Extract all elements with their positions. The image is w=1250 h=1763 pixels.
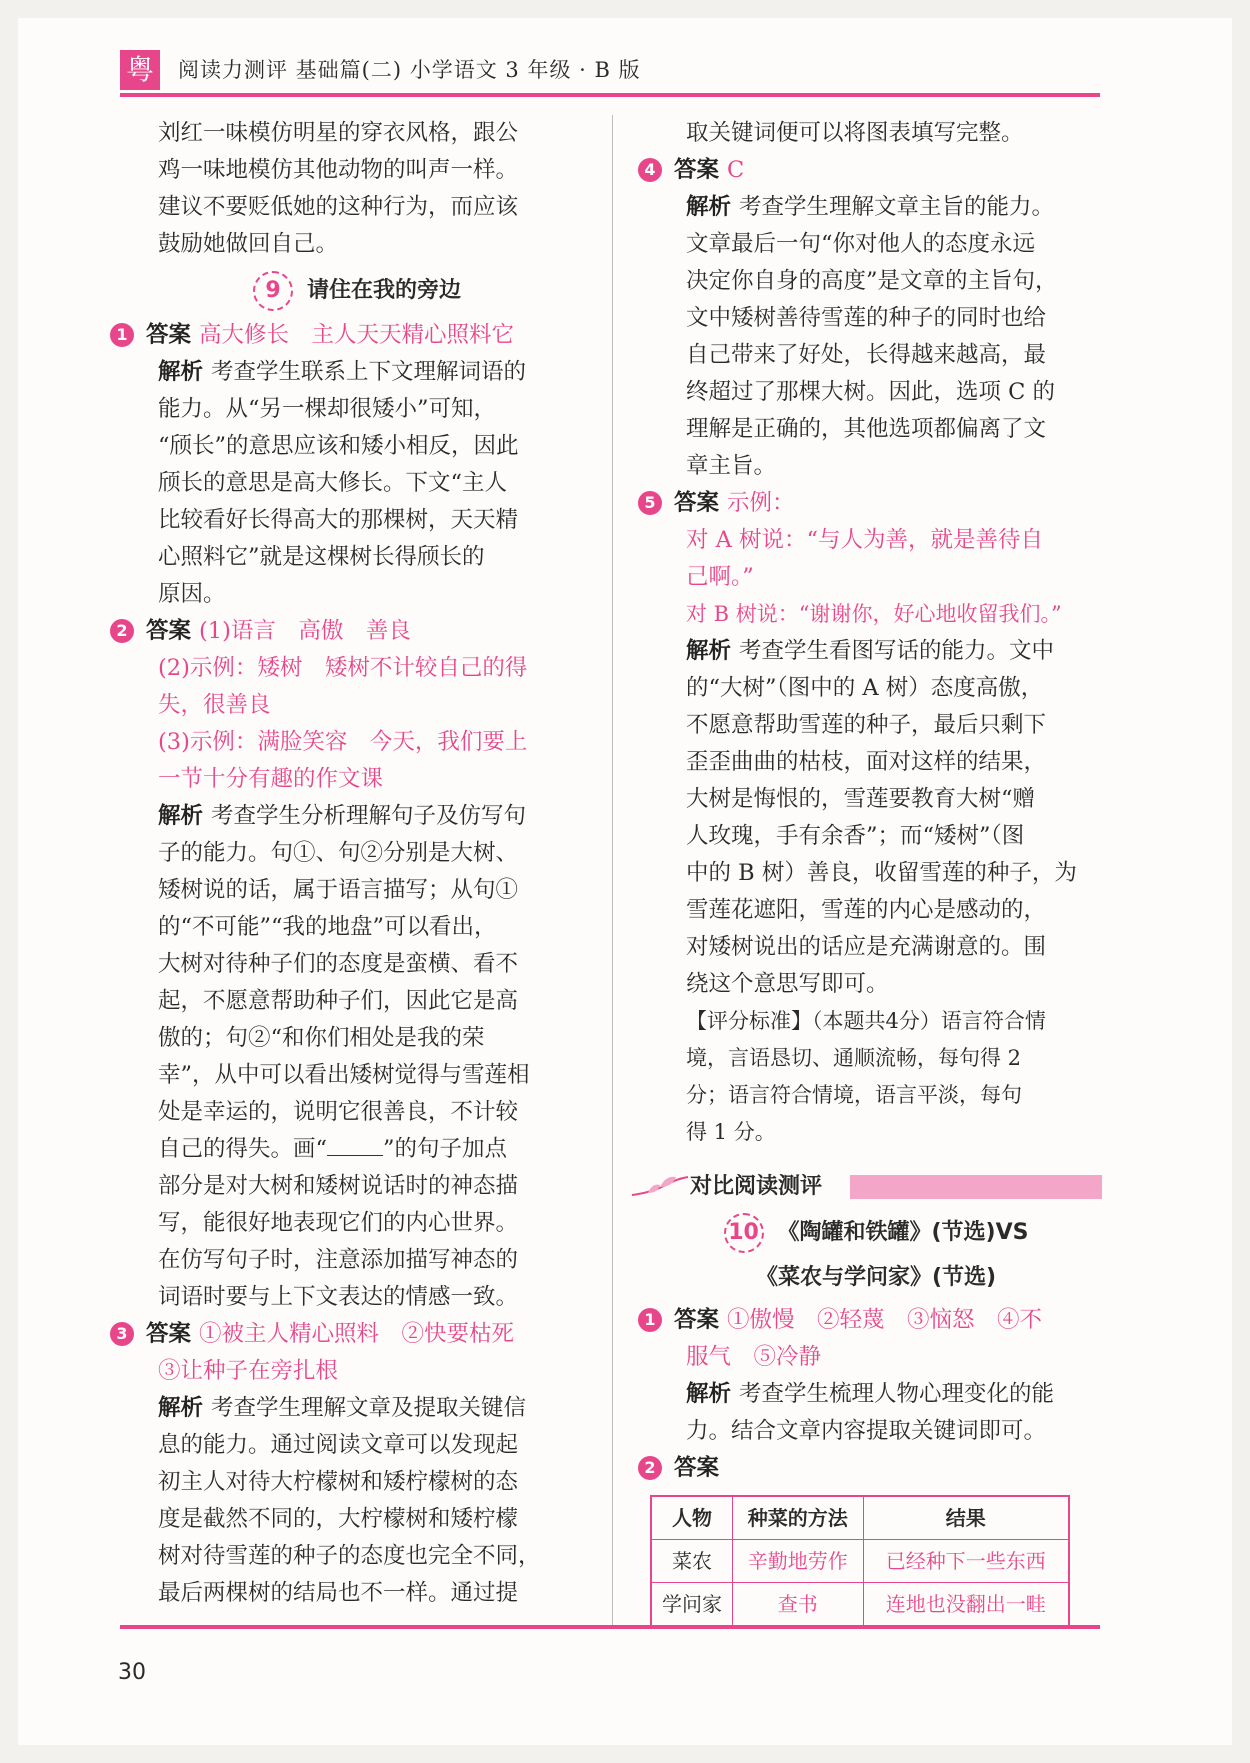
answer-text: 高大修长 主人天天精心照料它 <box>199 322 515 348</box>
answer-text: (2)示例：矮树 矮树不计较自己的得 <box>158 655 528 681</box>
text-line: 原因。 <box>158 581 226 607</box>
text-line: 初主人对待大柠檬树和矮柠檬树的态 <box>158 1469 519 1495</box>
left-column <box>116 115 592 1612</box>
text-line: 章主旨。 <box>686 453 777 479</box>
table-header: 结果 <box>863 1496 1069 1540</box>
page-header <box>120 50 1100 90</box>
section-9-title <box>122 271 592 311</box>
text-line: 文章最后一句“你对他人的态度永远 <box>686 231 1036 257</box>
q5-answer <box>638 485 1102 522</box>
table-cell: 辛勤地劳作 <box>732 1540 863 1583</box>
text-line: 傲的；句②“和你们相处是我的荣 <box>158 1025 485 1051</box>
text-line: 雪莲花遮阳，雪莲的内心是感动的， <box>686 897 1047 923</box>
text-line: 考查学生梳理人物心理变化的能 <box>739 1381 1055 1407</box>
text-line: 树对待雪莲的种子的态度也完全不同， <box>158 1543 541 1569</box>
band-bar <box>850 1175 1102 1199</box>
q2-explanation <box>122 798 592 835</box>
text-line: 取关键词便可以将图表填写完整。 <box>686 120 1024 146</box>
explanation-label: 解析 <box>158 803 204 829</box>
answer-text: 失，很善良 <box>158 692 271 718</box>
text-line: 考查学生联系上下文理解词语的 <box>211 359 527 385</box>
text-fragment: ”的句子加点 <box>383 1136 508 1162</box>
text-line: 自己带来了好处，长得越来越高，最 <box>686 342 1047 368</box>
text-line: 心照料它”就是这棵树长得颀长的 <box>158 544 485 570</box>
section-title-text: 请住在我的旁边 <box>306 278 461 303</box>
text-line: 考查学生理解文章及提取关键信 <box>211 1395 527 1421</box>
text-line: 大树对待种子们的态度是蛮横、看不 <box>158 951 519 977</box>
answer-text: 对 A 树说：“与人为善，就是善待自 <box>686 527 1044 553</box>
text-line: 对矮树说出的话应是充满谢意的。围 <box>686 934 1047 960</box>
column-divider <box>612 115 613 1625</box>
text-line: 中的 B 树）善良，收留雪莲的种子，为 <box>686 860 1077 886</box>
text-line: 矮树说的话，属于语言描写；从句① <box>158 877 519 903</box>
text-line: 人玫瑰，手有余香”；而“矮树”（图 <box>686 823 1025 849</box>
table-cell: 菜农 <box>651 1540 732 1583</box>
table-cell: 连地也没翻出一畦 <box>863 1583 1069 1627</box>
text-line: 歪歪曲曲的枯枝，面对这样的结果， <box>686 749 1047 775</box>
text-line: 子的能力。句①、句②分别是大树、 <box>158 840 519 866</box>
text-line: 不愿意帮助雪莲的种子，最后只剩下 <box>686 712 1047 738</box>
right-column <box>644 115 1102 1627</box>
answer-text: ③让种子在旁扎根 <box>158 1358 339 1384</box>
answer-text: 对 B 树说：“谢谢你，好心地收留我们。” <box>686 602 1062 626</box>
question-number: 1 <box>110 323 134 347</box>
r-q2-answer <box>638 1450 1102 1487</box>
table-cell: 已经种下一些东西 <box>863 1540 1069 1583</box>
text-line: 考查学生看图写话的能力。文中 <box>739 638 1055 664</box>
q4-explanation <box>650 189 1102 226</box>
text-line: 得 1 分。 <box>686 1120 776 1144</box>
text-line: 考查学生理解文章主旨的能力。 <box>739 194 1055 220</box>
text-line: 终超过了那棵大树。因此，选项 C 的 <box>686 379 1056 405</box>
question-number: 4 <box>638 158 662 182</box>
section-10-title <box>650 1213 1102 1253</box>
answer-label: 答案 <box>146 618 192 644</box>
text-line: 理解是正确的，其他选项都偏离了文 <box>686 416 1047 442</box>
text-line: 写，能很好地表现它们的内心世界。 <box>158 1210 519 1236</box>
answer-text: 一节十分有趣的作文课 <box>158 766 384 792</box>
table-row <box>651 1583 1069 1627</box>
answer-label: 答案 <box>674 1307 720 1333</box>
answer-label: 答案 <box>674 490 720 516</box>
q1-answer <box>110 317 592 354</box>
explanation-label: 解析 <box>686 1381 732 1407</box>
explanation-label: 解析 <box>686 194 732 220</box>
text-line: 建议不要贬低她的这种行为，而应该 <box>158 194 519 220</box>
table-header-row <box>651 1496 1069 1540</box>
section-title-text: 《陶罐和铁罐》(节选)VS <box>777 1220 1029 1245</box>
answer-text: ①傲慢 ②轻蔑 ③恼怒 ④不 <box>727 1307 1043 1333</box>
q5-explanation <box>650 633 1102 670</box>
section-number: 9 <box>253 271 293 311</box>
answer-label: 答案 <box>674 157 720 183</box>
text-line: 境，言语恳切、通顺流畅，每句得 2 <box>686 1046 1022 1070</box>
question-number: 2 <box>638 1456 662 1480</box>
answer-text: (1)语言 高傲 善良 <box>199 618 411 644</box>
text-line: 最后两棵树的结局也不一样。通过提 <box>158 1580 519 1606</box>
table-cell: 学问家 <box>651 1583 732 1627</box>
text-line: 度是截然不同的，大柠檬树和矮柠檬 <box>158 1506 519 1532</box>
section-10-subtitle: 《菜农与学问家》(节选) <box>755 1265 997 1290</box>
answer-text: 己啊。” <box>686 564 754 590</box>
leaf-icon <box>630 1173 690 1199</box>
answer-text: (3)示例：满脸笑容 今天，我们要上 <box>158 729 528 755</box>
text-line: 大树是悔恨的，雪莲要教育大树“赠 <box>686 786 1036 812</box>
text-line: 分；语言符合情境，语言平淡，每句 <box>686 1083 1022 1107</box>
q3-answer <box>110 1316 592 1353</box>
text-line: 词语时要与上下文表达的情感一致。 <box>158 1284 519 1310</box>
answer-label: 答案 <box>146 322 192 348</box>
answer-table <box>650 1495 1070 1627</box>
band-title: 对比阅读测评 <box>690 1174 823 1199</box>
text-line: 文中矮树善待雪莲的种子的同时也给 <box>686 305 1047 331</box>
text-line: 颀长的意思是高大修长。下文“主人 <box>158 470 508 496</box>
text-line: 刘红一味模仿明星的穿衣风格，跟公 <box>158 120 519 146</box>
header-rule <box>120 93 1100 97</box>
text-line: 比较看好长得高大的那棵树，天天精 <box>158 507 519 533</box>
q4-answer <box>638 152 1102 189</box>
question-number: 2 <box>110 619 134 643</box>
table-cell: 查书 <box>732 1583 863 1627</box>
answer-text: ①被主人精心照料 ②快要枯死 <box>199 1321 515 1347</box>
question-number: 3 <box>110 1322 134 1346</box>
q1-explanation <box>122 354 592 391</box>
r-q1-answer <box>638 1302 1102 1339</box>
underline-blank <box>327 1137 383 1156</box>
explanation-label: 解析 <box>686 638 732 664</box>
question-number: 1 <box>638 1308 662 1332</box>
text-line: 鸡一味地模仿其他动物的叫声一样。 <box>158 157 519 183</box>
explanation-label: 解析 <box>158 359 204 385</box>
section-band <box>650 1169 1102 1205</box>
scoring-standard: 【评分标准】（本题共4分）语言符合情 <box>686 1009 1046 1033</box>
page-number: 30 <box>118 1660 146 1685</box>
text-line: 部分是对大树和矮树说话时的神态描 <box>158 1173 519 1199</box>
text-line: 鼓励她做回自己。 <box>158 231 339 257</box>
text-line: 绕这个意思写即可。 <box>686 971 889 997</box>
question-number: 5 <box>638 491 662 515</box>
q2-answer <box>110 613 592 650</box>
answer-label: 答案 <box>674 1455 720 1481</box>
answer-text: 服气 ⑤冷静 <box>686 1344 822 1370</box>
text-line: 处是幸运的，说明它很善良，不计较 <box>158 1099 519 1125</box>
table-header: 种菜的方法 <box>732 1496 863 1540</box>
text-line: “颀长”的意思应该和矮小相反，因此 <box>158 433 519 459</box>
q3-explanation <box>122 1390 592 1427</box>
explanation-label: 解析 <box>158 1395 204 1421</box>
text-line: 的“大树”（图中的 A 树）态度高傲， <box>686 675 1044 701</box>
text-line: 决定你自身的高度”是文章的主旨句， <box>686 268 1058 294</box>
header-title: 阅读力测评 基础篇(二) 小学语文 3 年级 · B 版 <box>178 58 641 82</box>
answer-label: 答案 <box>146 1321 192 1347</box>
text-fragment: 自己的得失。画“ <box>158 1136 328 1162</box>
text-line <box>122 1131 592 1168</box>
text-line: 幸”，从中可以看出矮树觉得与雪莲相 <box>158 1062 530 1088</box>
answer-text: 示例： <box>727 490 795 516</box>
text-line: 起，不愿意帮助种子们，因此它是高 <box>158 988 519 1014</box>
text-line: 力。结合文章内容提取关键词即可。 <box>686 1418 1047 1444</box>
text-line: 能力。从“另一棵却很矮小”可知， <box>158 396 497 422</box>
text-line: 在仿写句子时，注意添加描写神态的 <box>158 1247 519 1273</box>
table-header: 人物 <box>651 1496 732 1540</box>
text-line: 的“不可能”“我的地盘”可以看出， <box>158 914 497 940</box>
r-q1-explanation <box>650 1376 1102 1413</box>
table-row <box>651 1540 1069 1583</box>
header-mark: 粤 <box>120 50 160 90</box>
section-number: 10 <box>724 1213 764 1253</box>
text-line: 考查学生分析理解句子及仿写句 <box>211 803 527 829</box>
text-line: 息的能力。通过阅读文章可以发现起 <box>158 1432 519 1458</box>
footer-rule <box>120 1625 1100 1629</box>
answer-text: C <box>727 157 745 183</box>
